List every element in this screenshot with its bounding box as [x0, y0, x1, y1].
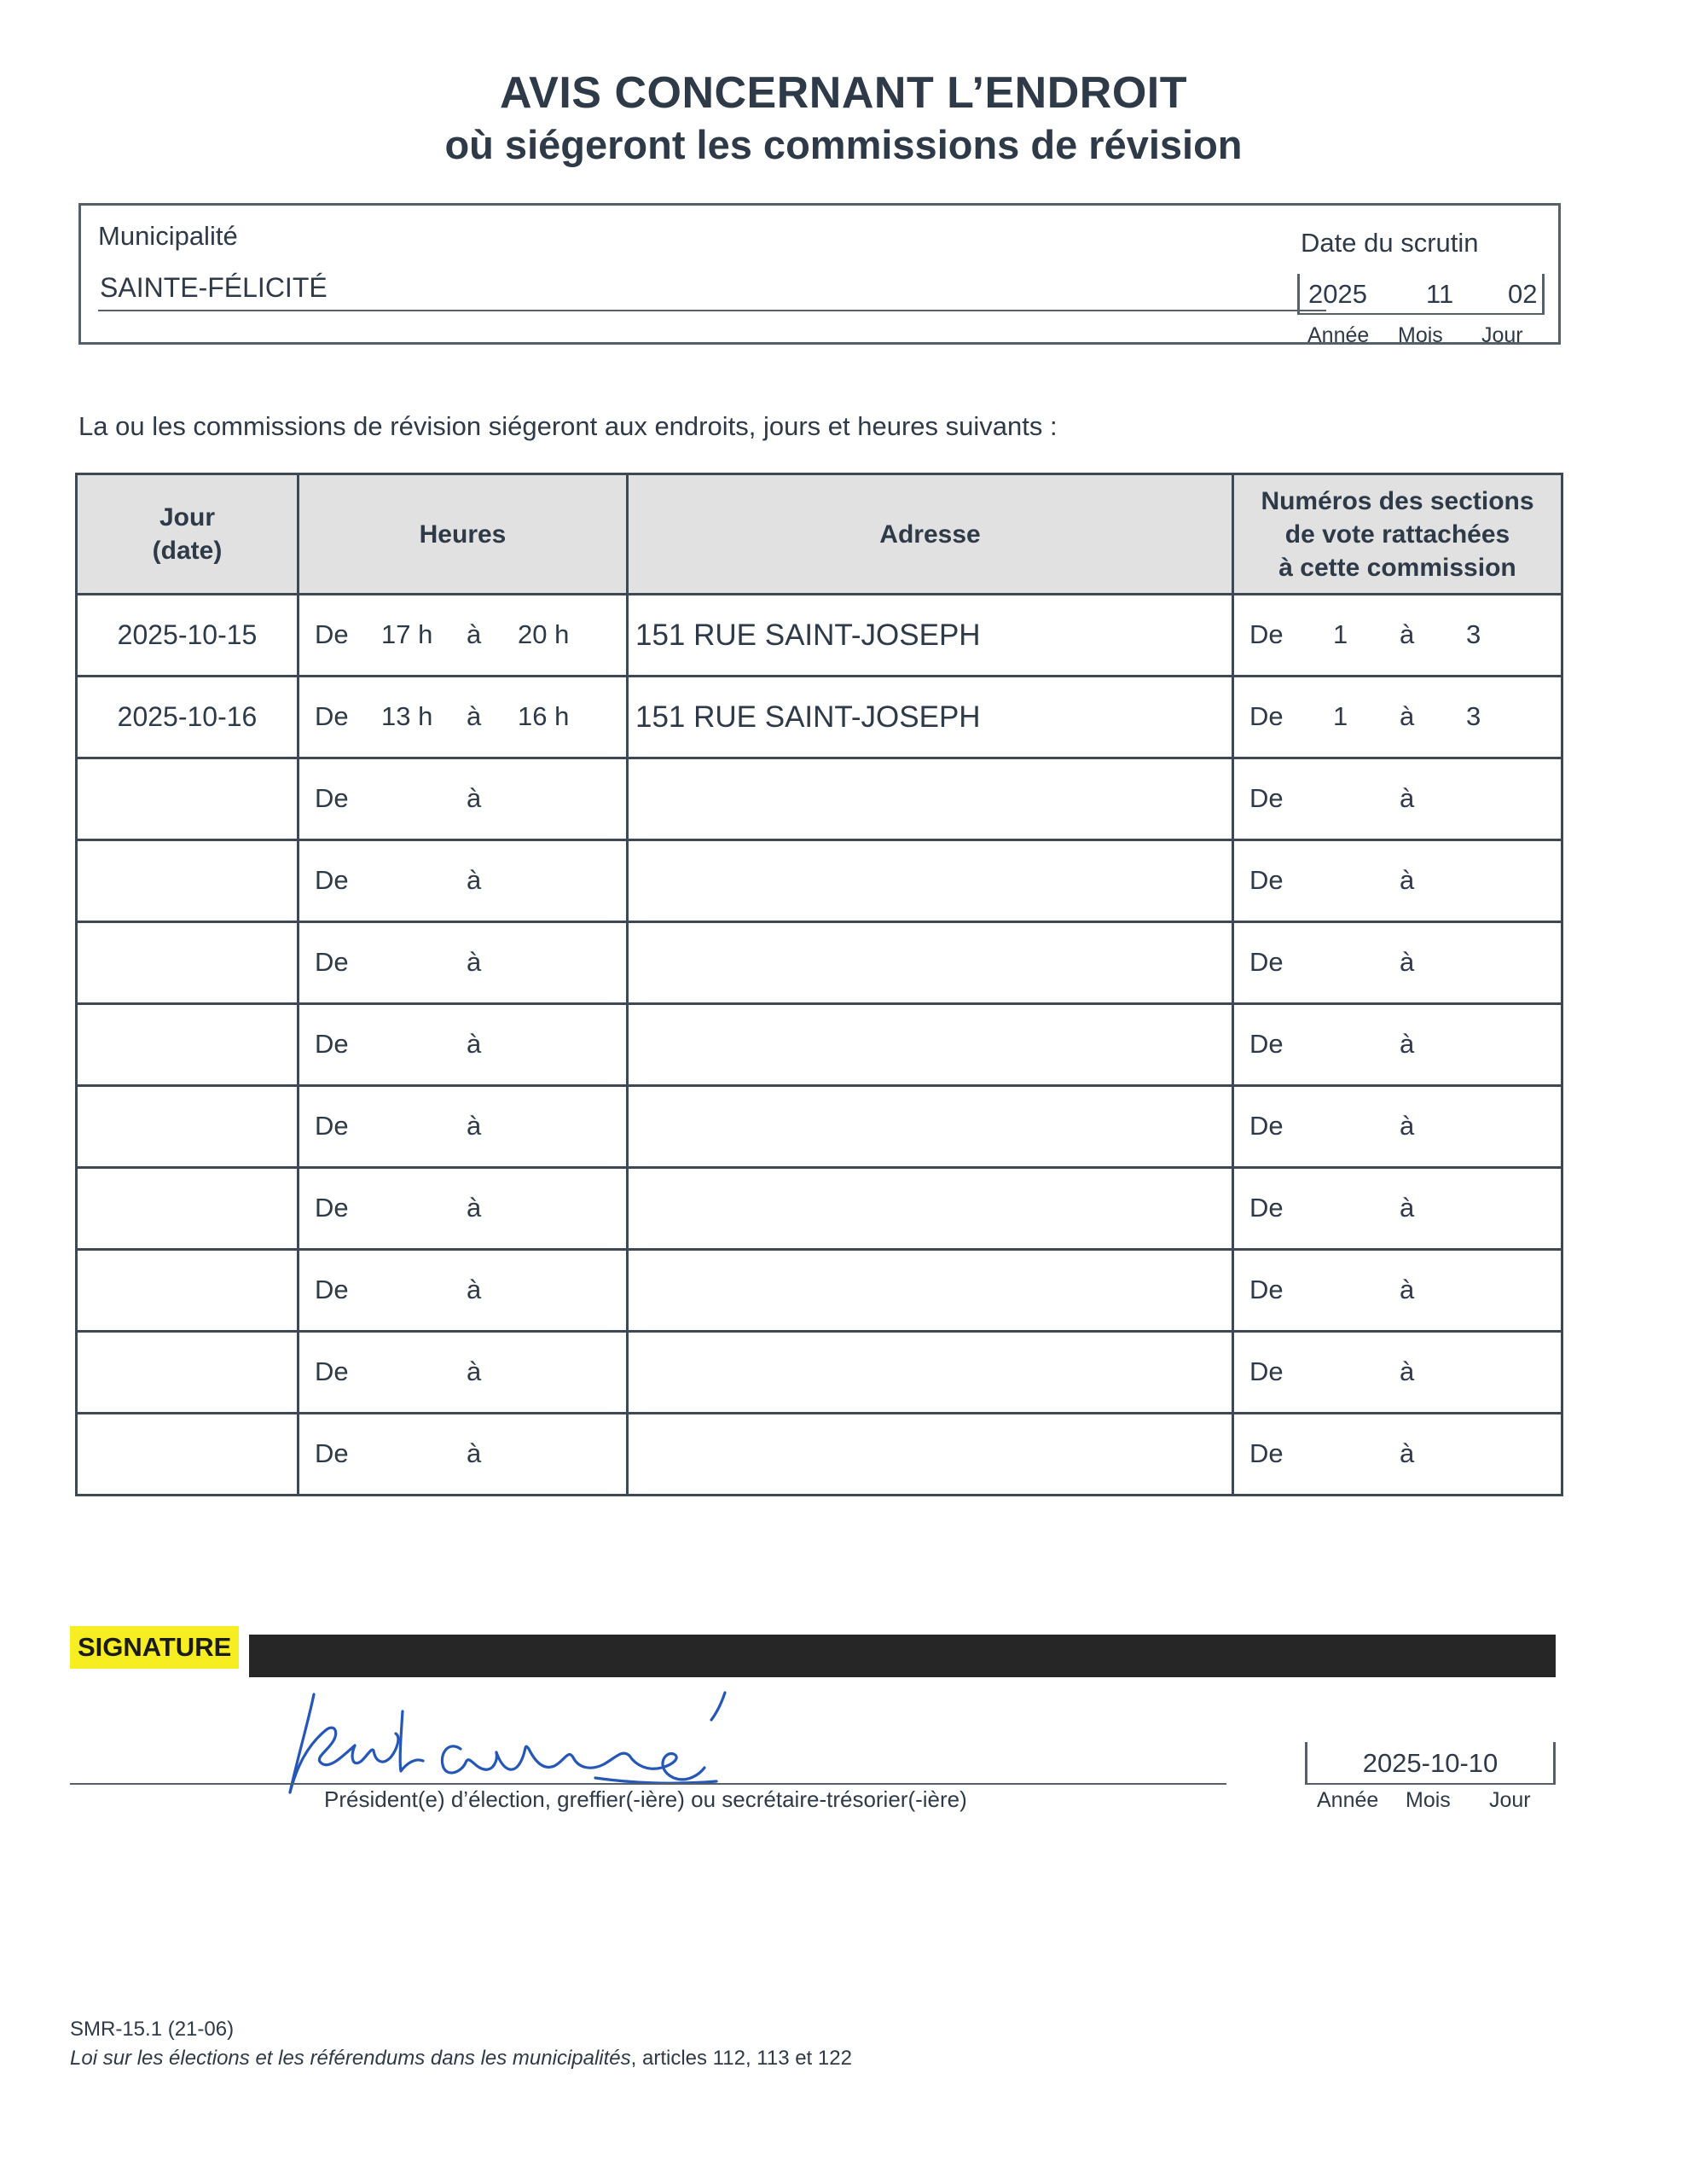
hours-to-label: à [467, 1193, 482, 1223]
sections-to-label: à [1400, 1438, 1415, 1468]
election-month: 11 [1426, 279, 1454, 309]
hours-to-label: à [467, 783, 482, 813]
hours-from-label: De [315, 1111, 349, 1141]
row-sections-cell[interactable] [1233, 1250, 1562, 1332]
row-address-cell[interactable] [628, 595, 1233, 677]
row-hours-cell[interactable] [299, 1414, 628, 1496]
election-year-label: Année [1307, 323, 1370, 347]
sections-from-value: 1 [1333, 619, 1348, 649]
hours-from-label: De [315, 701, 349, 731]
hours-to-label: à [467, 701, 482, 731]
election-day: 02 [1508, 279, 1538, 309]
table-row [77, 1004, 1562, 1086]
row-address-cell[interactable] [628, 1004, 1233, 1086]
row-hours-cell[interactable] [299, 1086, 628, 1168]
row-address-cell[interactable] [628, 758, 1233, 840]
sections-from-label: De [1249, 1275, 1284, 1304]
hours-from-value: 17 h [381, 619, 433, 649]
row-date-cell[interactable] [77, 1332, 299, 1414]
municipality-underline [98, 310, 1326, 311]
header-address: Adresse [628, 474, 1233, 595]
signature-label: SIGNATURE [70, 1626, 239, 1669]
election-date-field[interactable] [1297, 274, 1545, 315]
hours-to-label: à [467, 1029, 482, 1059]
signature-date-field[interactable]: 2025-10-10 [1305, 1742, 1556, 1785]
row-date: 2025-10-16 [117, 701, 258, 732]
table-row [77, 758, 1562, 840]
sections-from-label: De [1249, 1193, 1284, 1223]
sections-to-label: à [1400, 701, 1415, 731]
table-row [77, 840, 1562, 922]
hours-to-label: à [467, 865, 482, 895]
election-day-label: Jour [1481, 323, 1523, 347]
form-code: SMR-15.1 (21-06) [70, 2018, 235, 2041]
header-day [77, 474, 299, 595]
row-hours-cell[interactable] [299, 840, 628, 922]
sections-from-label: De [1249, 1029, 1284, 1059]
header-hours: Heures [299, 474, 628, 595]
sections-to-value: 3 [1466, 701, 1481, 731]
redaction-bar [249, 1635, 1556, 1677]
hours-from-label: De [315, 865, 349, 895]
row-sections-cell[interactable] [1233, 595, 1562, 677]
sections-from-label: De [1249, 865, 1284, 895]
row-hours-cell[interactable] [299, 1168, 628, 1250]
hours-from-label: De [315, 1029, 349, 1059]
row-address-cell[interactable] [628, 1086, 1233, 1168]
row-date-cell[interactable] [77, 677, 299, 758]
hours-from-label: De [315, 1275, 349, 1304]
row-sections-cell[interactable] [1233, 1414, 1562, 1496]
table-row [77, 677, 1562, 758]
table-row [77, 1250, 1562, 1332]
row-sections-cell[interactable] [1233, 1086, 1562, 1168]
sections-from-label: De [1249, 619, 1284, 649]
sections-from-label: De [1249, 1111, 1284, 1141]
hours-to-label: à [467, 1438, 482, 1468]
municipality-field[interactable]: SAINTE-FÉLICITÉ [100, 272, 328, 303]
row-date-cell[interactable] [77, 1168, 299, 1250]
row-date-cell[interactable] [77, 758, 299, 840]
municipality-label: Municipalité [98, 221, 238, 251]
row-hours-cell[interactable] [299, 922, 628, 1004]
row-sections-cell[interactable] [1233, 1168, 1562, 1250]
row-sections-cell[interactable] [1233, 922, 1562, 1004]
table-row [77, 595, 1562, 677]
law-title: Loi sur les élections et les référendums dans les municipalités [70, 2046, 631, 2070]
hours-from-label: De [315, 619, 349, 649]
hours-from-label: De [315, 1356, 349, 1386]
row-hours-cell[interactable] [299, 1004, 628, 1086]
hours-to-value: 20 h [518, 619, 570, 649]
signature-month-label: Mois [1406, 1788, 1451, 1812]
law-articles: , articles 112, 113 et 122 [630, 2046, 852, 2070]
row-hours-cell[interactable] [299, 758, 628, 840]
row-hours-cell[interactable] [299, 1332, 628, 1414]
table-header-row [77, 474, 1562, 595]
hours-from-label: De [315, 783, 349, 813]
hours-from-label: De [315, 1438, 349, 1468]
hours-from-label: De [315, 1193, 349, 1223]
sections-from-label: De [1249, 701, 1284, 731]
document-title [0, 67, 1687, 170]
sections-from-label: De [1249, 783, 1284, 813]
municipality-box [78, 203, 1561, 345]
row-hours-cell[interactable] [299, 677, 628, 758]
election-month-label: Mois [1398, 323, 1443, 347]
sections-from-label: De [1249, 947, 1284, 977]
header-sections-text: Numéros des sections de vote rattachées à cette commission [1261, 486, 1534, 582]
hours-from-value: 13 h [381, 701, 433, 731]
election-date-label: Date du scrutin [1301, 228, 1479, 258]
sections-to-label: à [1400, 947, 1415, 977]
row-address-cell[interactable] [628, 1414, 1233, 1496]
signature-day-label: Jour [1489, 1788, 1531, 1812]
sections-to-label: à [1400, 1275, 1415, 1304]
row-address-cell[interactable] [628, 1332, 1233, 1414]
hours-to-label: à [467, 947, 482, 977]
header-day-text: Jour (date) [152, 503, 223, 565]
row-sections-cell[interactable] [1233, 677, 1562, 758]
footer [70, 2015, 852, 2072]
row-date-cell[interactable] [77, 840, 299, 922]
row-address: 151 RUE SAINT-JOSEPH [635, 618, 981, 652]
commissions-table [75, 473, 1563, 1496]
sections-from-value: 1 [1333, 701, 1348, 731]
row-address-cell[interactable] [628, 1168, 1233, 1250]
table-row [77, 922, 1562, 1004]
law-reference [70, 2044, 852, 2073]
row-date-cell[interactable] [77, 1250, 299, 1332]
table-row [77, 1086, 1562, 1168]
row-date-cell[interactable] [77, 922, 299, 1004]
sections-to-value: 3 [1466, 619, 1481, 649]
hours-to-label: à [467, 1275, 482, 1304]
row-sections-cell[interactable] [1233, 758, 1562, 840]
sections-to-label: à [1400, 1111, 1415, 1141]
signature-year-label: Année [1317, 1788, 1379, 1812]
row-hours-cell[interactable] [299, 595, 628, 677]
hours-to-value: 16 h [518, 701, 570, 731]
row-hours-cell[interactable] [299, 1250, 628, 1332]
sections-to-label: à [1400, 1193, 1415, 1223]
sections-to-label: à [1400, 783, 1415, 813]
intro-text: La ou les commissions de révision siégeront aux endroits, jours et heures suivants : [78, 411, 1058, 441]
hours-from-label: De [315, 947, 349, 977]
table-row [77, 1414, 1562, 1496]
sections-to-label: à [1400, 865, 1415, 895]
row-sections-cell[interactable] [1233, 1004, 1562, 1086]
header-sections [1233, 474, 1562, 595]
row-date-cell[interactable] [77, 1086, 299, 1168]
row-sections-cell[interactable] [1233, 840, 1562, 922]
row-date-cell[interactable] [77, 1004, 299, 1086]
sections-from-label: De [1249, 1438, 1284, 1468]
hours-to-label: à [467, 1356, 482, 1386]
title-line-2: où siégeront les commissions de révision [444, 122, 1243, 168]
row-address-cell[interactable] [628, 840, 1233, 922]
hours-to-label: à [467, 1111, 482, 1141]
row-date-cell[interactable] [77, 1414, 299, 1496]
hours-to-label: à [467, 619, 482, 649]
signature-caption: Président(e) d’élection, greffier(-ière) ou secrétaire-trésorier(-ière) [324, 1786, 967, 1812]
row-sections-cell[interactable] [1233, 1332, 1562, 1414]
sections-from-label: De [1249, 1356, 1284, 1386]
row-address: 151 RUE SAINT-JOSEPH [635, 700, 981, 734]
row-date-cell[interactable] [77, 595, 299, 677]
election-year: 2025 [1308, 279, 1367, 309]
row-address-cell[interactable] [628, 1250, 1233, 1332]
row-date: 2025-10-15 [117, 619, 258, 650]
signature-line [70, 1783, 1226, 1785]
sections-to-label: à [1400, 1356, 1415, 1386]
sections-to-label: à [1400, 619, 1415, 649]
row-address-cell[interactable] [628, 677, 1233, 758]
sections-to-label: à [1400, 1029, 1415, 1059]
table-row [77, 1332, 1562, 1414]
row-address-cell[interactable] [628, 922, 1233, 1004]
table-row [77, 1168, 1562, 1250]
title-line-1: AVIS CONCERNANT L’ENDROIT [499, 68, 1187, 118]
